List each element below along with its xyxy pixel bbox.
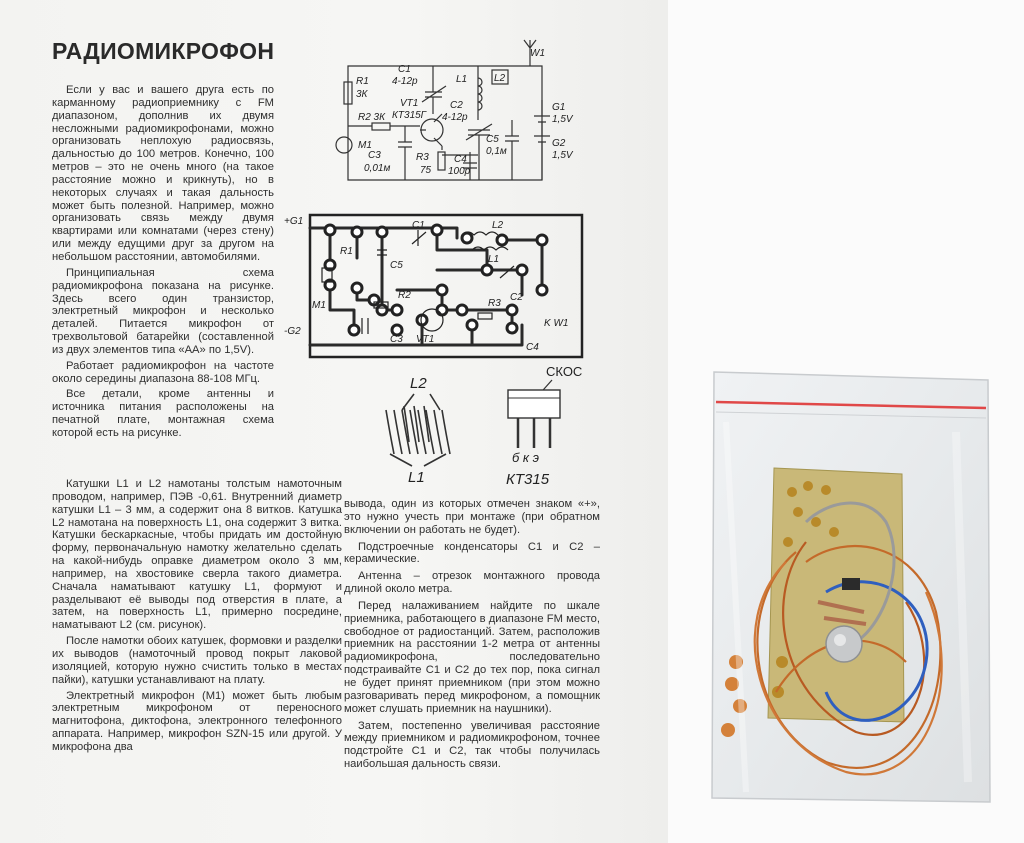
label-c1-value: 4-12р [392,76,418,87]
label-pins: б к э [512,450,540,465]
label-c2: C2 [450,100,463,111]
label-transistor-name: КТ315 [506,471,550,488]
label-pcb-m1: M1 [312,300,326,311]
paragraph: Затем, постепенно увеличивая расстояние между приемником и радиомикрофоном, точнее подстройте С1 и С2, так чтобы получилась наибольшая дальность связи. [344,719,600,771]
text-column-1 [52,84,274,443]
label-l2: L2 [494,73,506,84]
paragraph: Все детали, кроме антенны и источника питания расположены на печатной плате, монтажная схема которой есть на рисунке. [52,388,274,439]
paragraph: Перед налаживанием найдите по шкале приемника, работающего в диапазоне FM место, свободное от радиостанций. Затем, расположив приемник на расстоянии 1-2 метра от антенны радиомикрофона, последовательно подстраивайте С1 и С2 до тех пор, пока сигнал не будет принят приемником (при этом можно разговаривать перед микрофоном, а помощник может слушать приемник на наушники). [344,599,600,715]
paragraph: Если у вас и вашего друга есть по карманному радиоприемнику с FM диапазоном, дополнив их двумя несложными радиомикрофонами, можно организовать неплохую радиосвязь, дальностью до 100 метров. Конечно, 100 метров – это не очень много (на такое расстояние можно и крикнуть), но в некоторых случаях и такая дальность может быть полезной. Например, можно организовать связь между двумя квартирами или комнатами (через стену) или между едущими друг за другом на небольшом расстоянии, автомобилями. [52,84,274,263]
label-pcb-l1: L1 [488,254,500,265]
label-c4-value: 100р [448,166,471,177]
paragraph: Работает радиомикрофон на частоте около середины диапазона 88-108 МГц. [52,359,274,385]
label-g2: G2 [552,138,566,149]
label-pcb-r1: R1 [340,246,353,257]
circuit-schematic [330,30,590,190]
label-pcb-l2: L2 [492,220,504,231]
transistor-diagram [494,360,594,490]
label-pcb-r3: R3 [488,298,501,309]
label-g2-terminal: -G2 [284,326,301,337]
label-c3-value: 0,01м [364,163,391,174]
label-g1-terminal: +G1 [284,216,304,227]
text-column-2 [344,498,600,775]
paragraph: Подстроечные конденсаторы С1 и С2 – керамические. [344,540,600,566]
label-c3: C3 [368,150,381,161]
label-w1: W1 [530,48,545,59]
label-c5-value: 0,1м [486,146,507,157]
label-g1: G1 [552,102,566,113]
pcb-layout [282,210,588,362]
label-pcb-c1: C1 [412,220,425,231]
coil-diagram [372,370,472,490]
label-r1: R1 [356,76,369,87]
label-c4: C4 [454,154,467,165]
label-c5: C5 [486,134,499,145]
label-r1-value: 3К [356,89,368,100]
label-g2-value: 1,5V [552,150,573,161]
label-coil-l2: L2 [410,375,427,392]
paragraph: Катушки L1 и L2 намотаны толстым намоточным проводом, например, ПЭВ -0,61. Внутренний диаметр катушки L1 – 3 мм, а содержит она 8 витков. Катушка L2 намотана на поверхность L1, она содержит 3 витка. Катушки бескаркасные, чтобы придать им достойную форму, первоначальную намотку желательно сделать на какой-нибудь оправке диаметром около 3 мм, например, на хвостовике сверла такого диаметра. Сначала наматывают катушку L1, формуют и разделывают её выводы под отверстия в плате, а затем, на поверхность L1, примерно посредине, наматывают L2 (см. рисунок). [52,478,342,632]
paragraph: вывода, один из которых отмечен знаком «+», это нужно учесть при монтаже (при обратном включении он работать не будет). [344,498,600,536]
label-m1: M1 [358,140,372,151]
label-l1: L1 [456,74,468,85]
label-pcb-c3: C3 [390,334,403,345]
article-title: РАДИОМИКРОФОН [52,38,275,64]
paragraph: Принципиальная схема радиомикрофона показана на рисунке. Здесь всего один транзистор, электретный микрофон и несколько деталей. Питается микрофон от трехвольтовой батарейки (составленной из двух элементов типа «АА» по 1,5V). [52,266,274,356]
label-pcb-kw1: K W1 [544,318,569,329]
kit-bag-photo [706,362,1002,814]
label-pcb-vt1: VT1 [416,334,435,345]
label-r3-value: 75 [420,165,432,176]
label-vt1: VT1 [400,98,419,109]
label-vt1-type: КТ315Г [392,110,427,121]
paragraph: Электретный микрофон (M1) может быть любым электретным микрофоном от переносного магнитофона, диктофона, электронного телефонного аппарата. Например, микрофон SZN-15 или другой. У микрофона два [52,689,342,753]
label-c1: C1 [398,64,411,75]
label-coil-l1: L1 [408,469,425,486]
label-bevel: СКОС [546,364,583,379]
paragraph: После намотки обоих катушек, формовки и разделки их выводов (намоточный провод покрыт лаковой изоляцией, которую нужно счистить только в местах пайки), катушки устанавливают на плату. [52,635,342,686]
label-pcb-r2: R2 [398,290,411,301]
label-r3: R3 [416,152,429,163]
paragraph: Антенна – отрезок монтажного провода длиной около метра. [344,570,600,596]
label-pcb-c4: C4 [526,342,539,353]
label-c2-value: 4-12р [442,112,468,123]
label-g1-value: 1,5V [552,114,573,125]
text-column-1-lower [52,478,342,757]
label-pcb-c5: C5 [390,260,403,271]
label-r2: R2 3К [358,112,386,123]
label-pcb-c2: C2 [510,292,523,303]
